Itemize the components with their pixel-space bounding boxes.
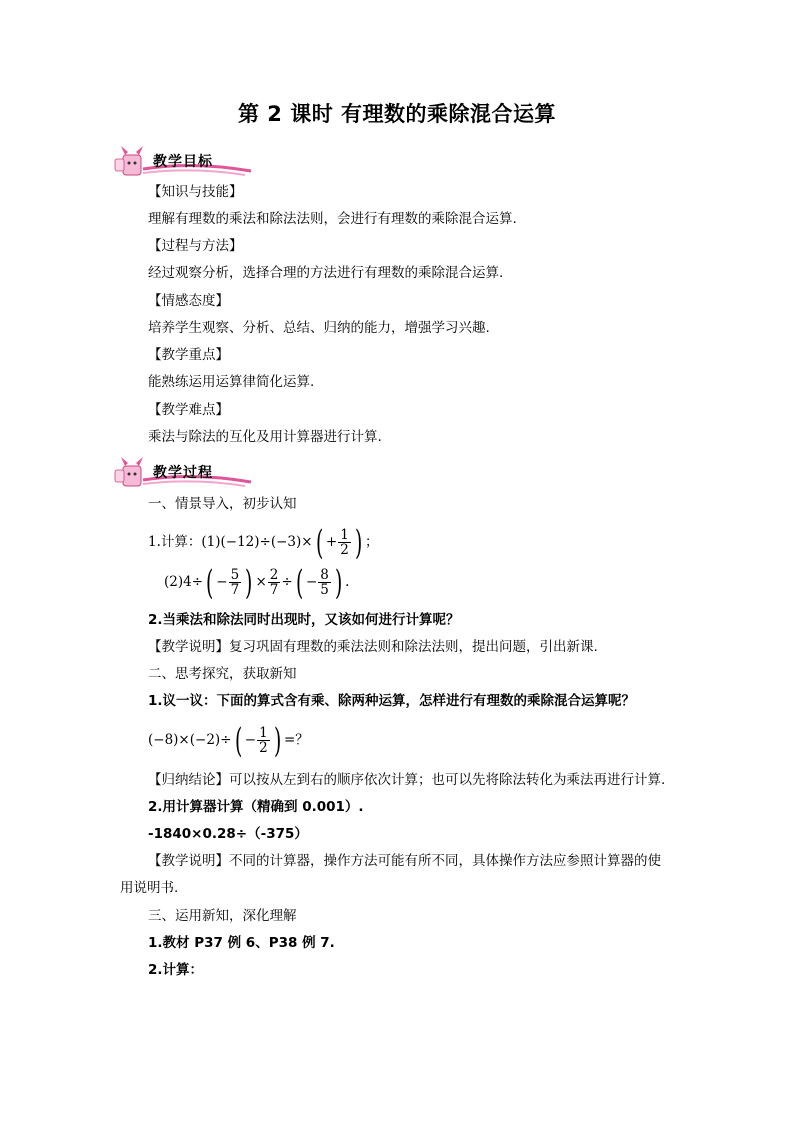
section-header-process xyxy=(113,454,263,490)
section-title: 教学过程 xyxy=(153,465,213,481)
expression-part: (1)(−12)÷(−3)× xyxy=(201,534,313,550)
calculator-task: 2.用计算器计算（精确到 0.001）. xyxy=(148,799,364,815)
discussion-expression: (−8)×(−2)÷( − $\frac{1}{2}$ ) =？ xyxy=(148,720,309,761)
compute-task: 2.计算： xyxy=(148,962,204,978)
expression-part: (2)4÷ xyxy=(164,574,204,590)
question-2: 2.当乘法和除法同时出现时，又该如何进行计算呢？ xyxy=(148,612,460,628)
knowledge-text: 理解有理数的乘法和除法法则，会进行有理数的乘除混合运算. xyxy=(148,211,517,227)
calculator-expression: -1840×0.28÷（-375） xyxy=(148,826,308,842)
times-sign: × xyxy=(255,574,267,590)
conclusion-heading: 【归纳结论】 xyxy=(148,772,229,788)
note-heading: 【教学说明】 xyxy=(148,639,229,655)
question-1a: 1.计算：(1)(−12)÷(−3)×( + $\frac{1}{2}$ ) ； xyxy=(148,522,379,563)
page-title: 第 2 课时 有理数的乘除混合运算 xyxy=(237,102,557,126)
minus-sign: − xyxy=(216,574,228,590)
textbook-task: 1.教材 P37 例 6、P38 例 7. xyxy=(148,935,335,951)
key-point-heading: 【教学重点】 xyxy=(148,347,229,363)
minus-sign: − xyxy=(244,732,257,748)
teaching-note-1 xyxy=(148,637,598,657)
fraction: $\frac{8}{5}$ xyxy=(320,567,329,598)
step-2-heading: 二、思考探究，获取新知 xyxy=(148,666,297,682)
step-1-heading: 一、情景导入，初步认知 xyxy=(148,496,297,512)
note-text: 复习巩固有理数的乘法法则和除法法则，提出问题，引出新课. xyxy=(229,639,598,655)
expression-part: (−8)×(−2)÷ xyxy=(148,732,232,748)
difficulty-text: 乘法与除法的互化及用计算器进行计算. xyxy=(148,429,382,445)
discussion-1: 1.议一议：下面的算式含有乘、除两种运算，怎样进行有理数的乘除混合运算呢？ xyxy=(148,693,636,709)
question-1b: (2)4÷( − $\frac{5}{7}$ ) × $\frac{2}{7}$ ÷( − $\frac{8}{5}$ ) . xyxy=(164,562,350,603)
note-heading: 【教学说明】 xyxy=(148,853,229,869)
step-3-heading: 三、运用新知，深化理解 xyxy=(148,908,297,924)
divide-sign: ÷ xyxy=(281,574,293,590)
conclusion xyxy=(148,770,665,790)
teaching-note-2 xyxy=(148,851,661,871)
expression-end: =？ xyxy=(283,732,309,748)
fraction: $\frac{2}{7}$ xyxy=(269,567,279,598)
expression-end: . xyxy=(345,574,350,590)
expression-end: ； xyxy=(365,534,379,550)
attitude-heading: 【情感态度】 xyxy=(148,293,229,309)
process-method-text: 经过观察分析，选择合理的方法进行有理数的乘除混合运算. xyxy=(148,265,504,281)
section-title: 教学目标 xyxy=(153,154,213,170)
sign: + xyxy=(325,534,338,550)
key-point-text: 能熟练运用运算律简化运算. xyxy=(148,374,315,390)
minus-sign: − xyxy=(305,574,318,590)
question-prefix: 1.计算： xyxy=(148,534,202,550)
process-method-heading: 【过程与方法】 xyxy=(148,238,243,254)
fraction: $\frac{1}{2}$ xyxy=(340,527,349,558)
knowledge-heading: 【知识与技能】 xyxy=(148,184,243,200)
teaching-note-2-continued: 用说明书. xyxy=(120,880,179,896)
section-header-objectives xyxy=(113,143,263,179)
note-text: 不同的计算器，操作方法可能有所不同，具体操作方法应参照计算器的使 xyxy=(229,853,661,869)
attitude-text: 培养学生观察、分析、总结、归纳的能力，增强学习兴趣. xyxy=(148,320,490,336)
difficulty-heading: 【教学难点】 xyxy=(148,402,229,418)
conclusion-text: 可以按从左到右的顺序依次计算；也可以先将除法转化为乘法再进行计算. xyxy=(229,772,666,788)
fraction: $\frac{5}{7}$ xyxy=(230,567,240,598)
fraction: $\frac{1}{2}$ xyxy=(259,725,268,756)
